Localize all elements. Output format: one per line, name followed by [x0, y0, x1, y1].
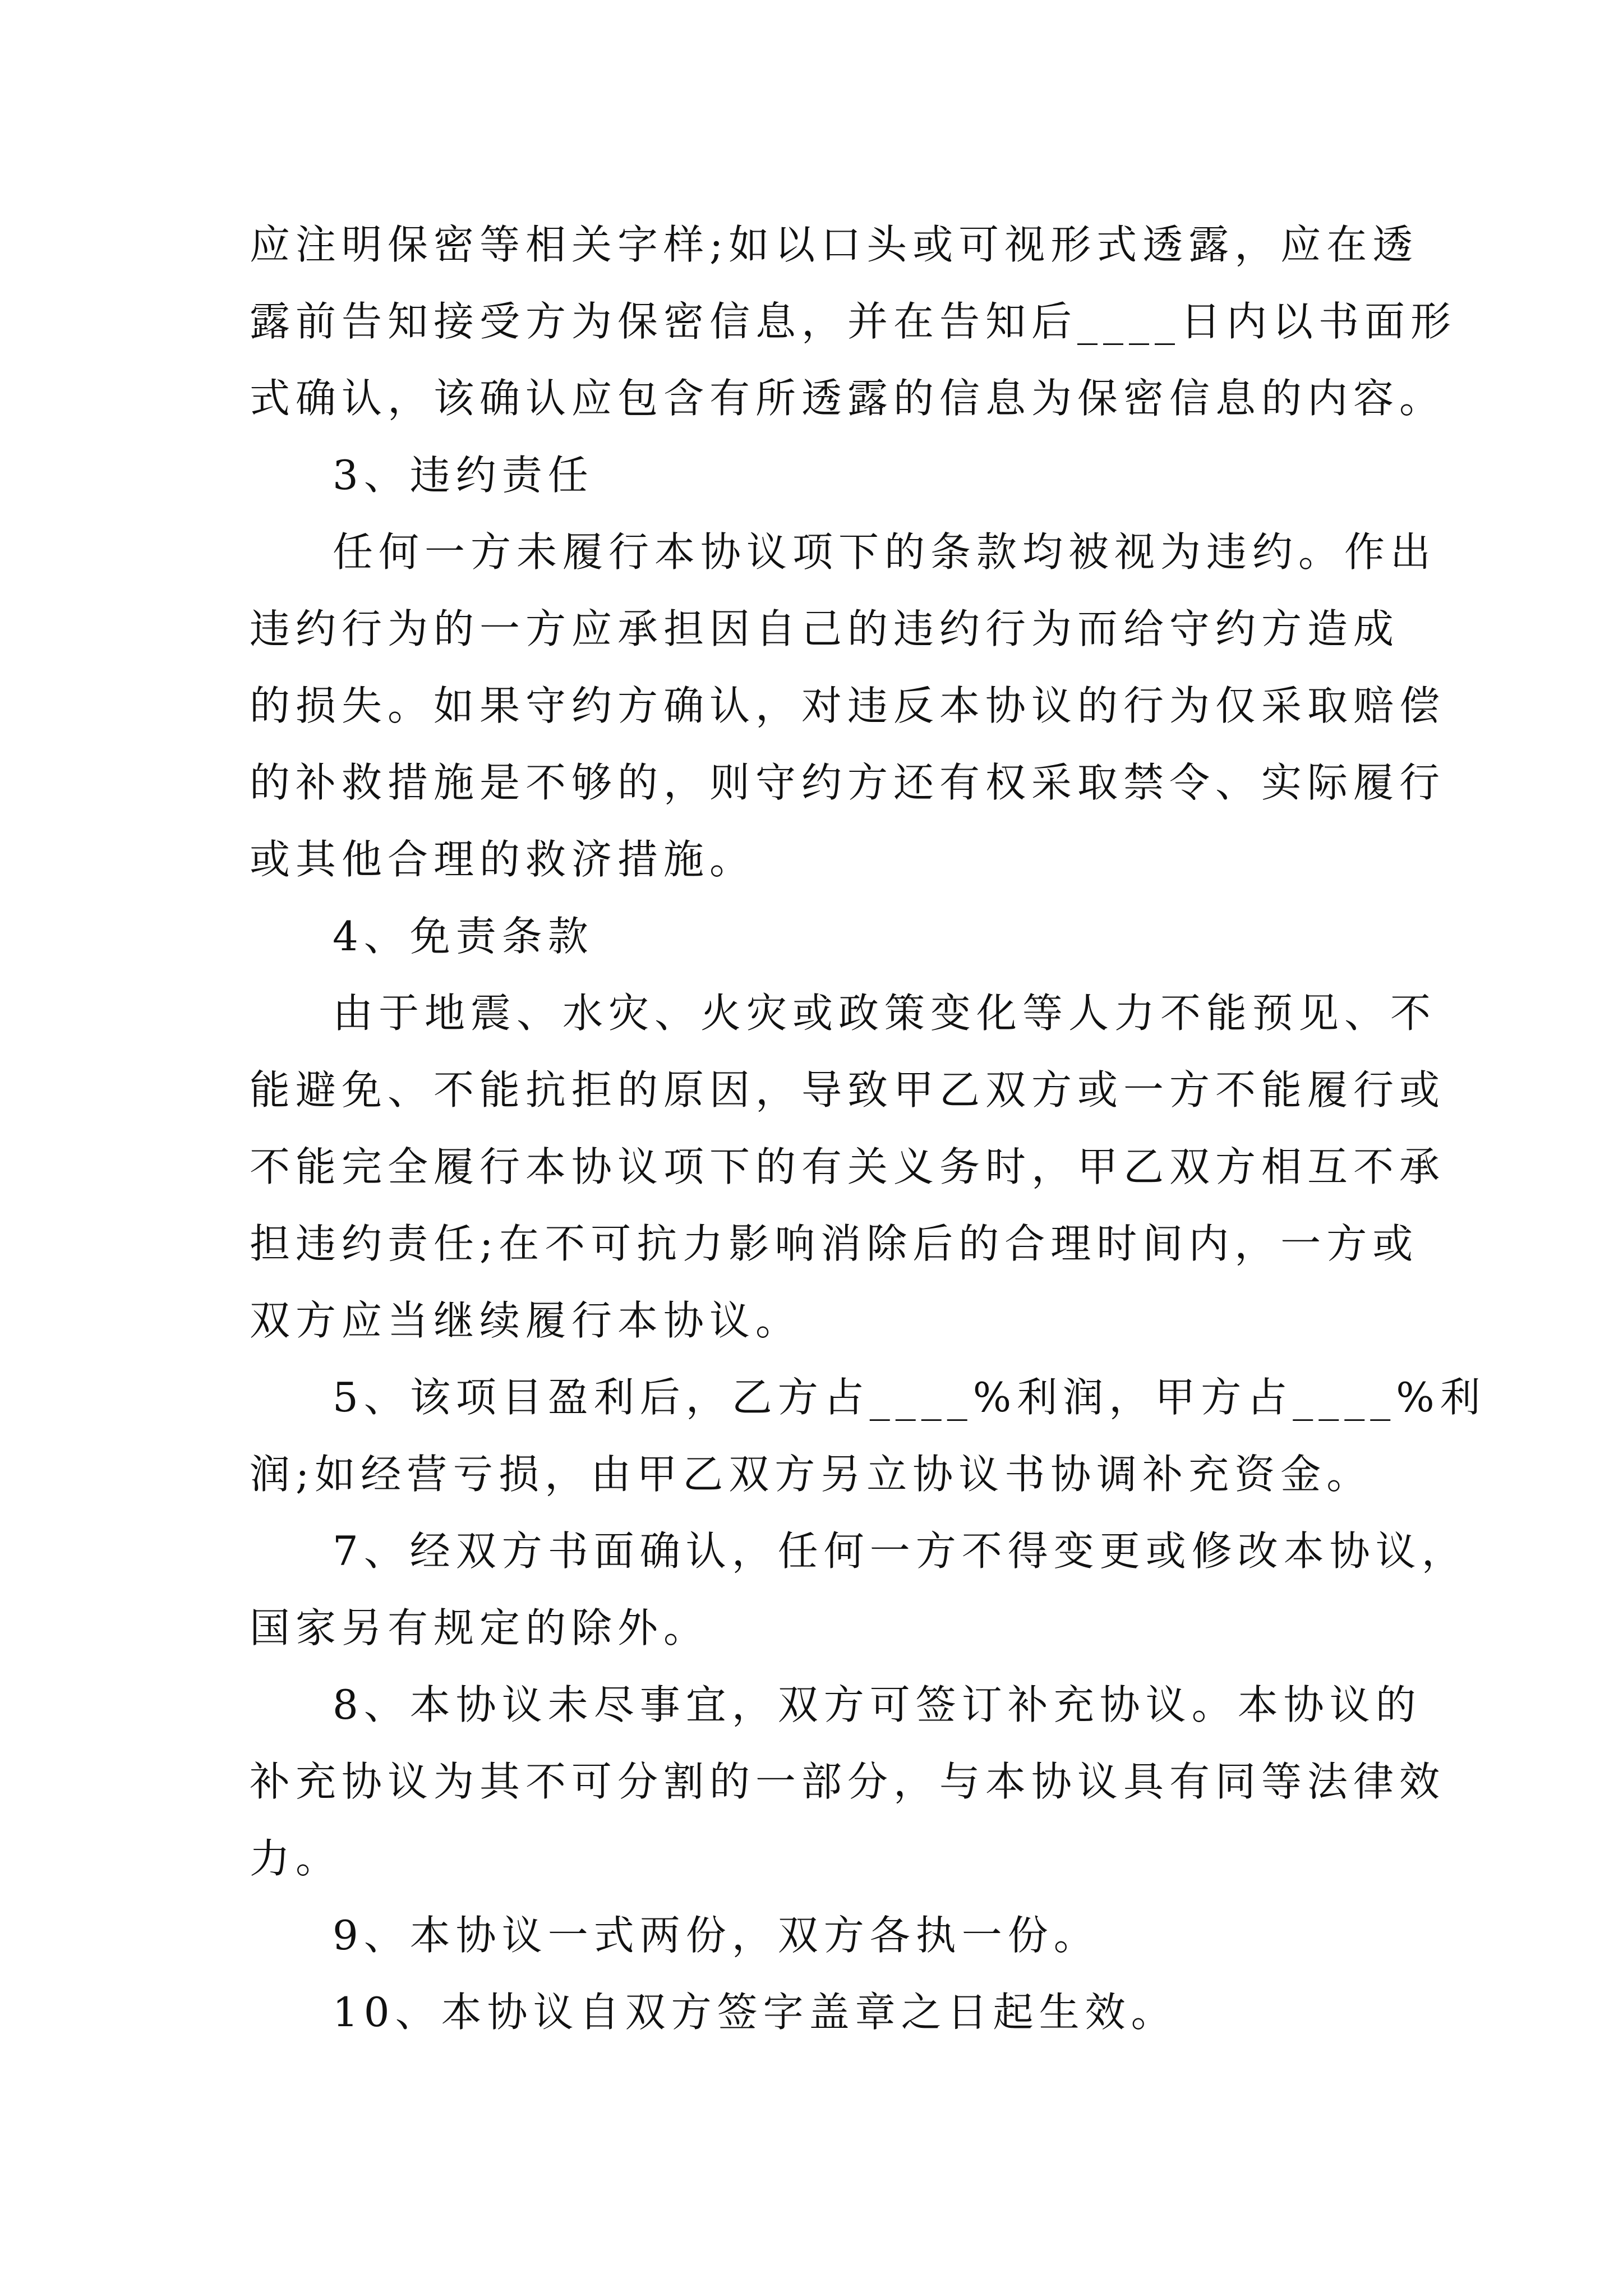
text-line-7: 的损失。如果守约方确认，对违反本协议的行为仅采取赔偿 [250, 682, 1446, 729]
text-line-12: 能避免、不能抗拒的原因，导致甲乙双方或一方不能履行或 [250, 1066, 1446, 1114]
clause-7-line-1: 7、经双方书面确认，任何一方不得变更或修改本协议， [333, 1527, 1468, 1575]
clause-7-line-2: 国家另有规定的除外。 [250, 1604, 710, 1651]
clause-5-line-1: 5、该项目盈利后，乙方占____%利润，甲方占____%利 [333, 1374, 1486, 1421]
text-line-13: 不能完全履行本协议项下的有关义务时，甲乙双方相互不承 [250, 1143, 1446, 1190]
clause-9: 9、本协议一式两份，双方各执一份。 [333, 1912, 1100, 1959]
text-line-9: 或其他合理的救济措施。 [250, 836, 756, 883]
clause-5-line-2: 润;如经营亏损，由甲乙双方另立协议书协调补充资金。 [250, 1451, 1373, 1498]
text-line-5: 任何一方未履行本协议项下的条款均被视为违约。作出 [333, 528, 1437, 576]
section-heading-exemption: 4、免责条款 [333, 913, 594, 960]
text-line-14: 担违约责任;在不可抗力影响消除后的合理时间内，一方或 [250, 1220, 1419, 1267]
agreement-text [250, 206, 1486, 2051]
text-line-6: 违约行为的一方应承担因自己的违约行为而给守约方造成 [250, 605, 1400, 652]
text-line-3: 式确认，该确认应包含有所透露的信息为保密信息的内容。 [250, 375, 1446, 422]
clause-10: 10、本协议自双方签字盖章之日起生效。 [333, 1989, 1177, 2036]
section-heading-breach: 3、违约责任 [333, 452, 594, 499]
text-line-1: 应注明保密等相关字样;如以口头或可视形式透露，应在透 [250, 221, 1419, 268]
text-line-8: 的补救措施是不够的，则守约方还有权采取禁令、实际履行 [250, 759, 1446, 806]
clause-8-line-2: 补充协议为其不可分割的一部分，与本协议具有同等法律效 [250, 1758, 1446, 1805]
text-line-15: 双方应当继续履行本协议。 [250, 1297, 802, 1344]
clause-8-line-3: 力。 [250, 1835, 342, 1882]
text-line-2: 露前告知接受方为保密信息，并在告知后____日内以书面形 [250, 298, 1457, 345]
text-line-11: 由于地震、水灾、火灾或政策变化等人力不能预见、不 [333, 990, 1437, 1037]
clause-8-line-1: 8、本协议未尽事宜，双方可签订补充协议。本协议的 [333, 1681, 1422, 1728]
